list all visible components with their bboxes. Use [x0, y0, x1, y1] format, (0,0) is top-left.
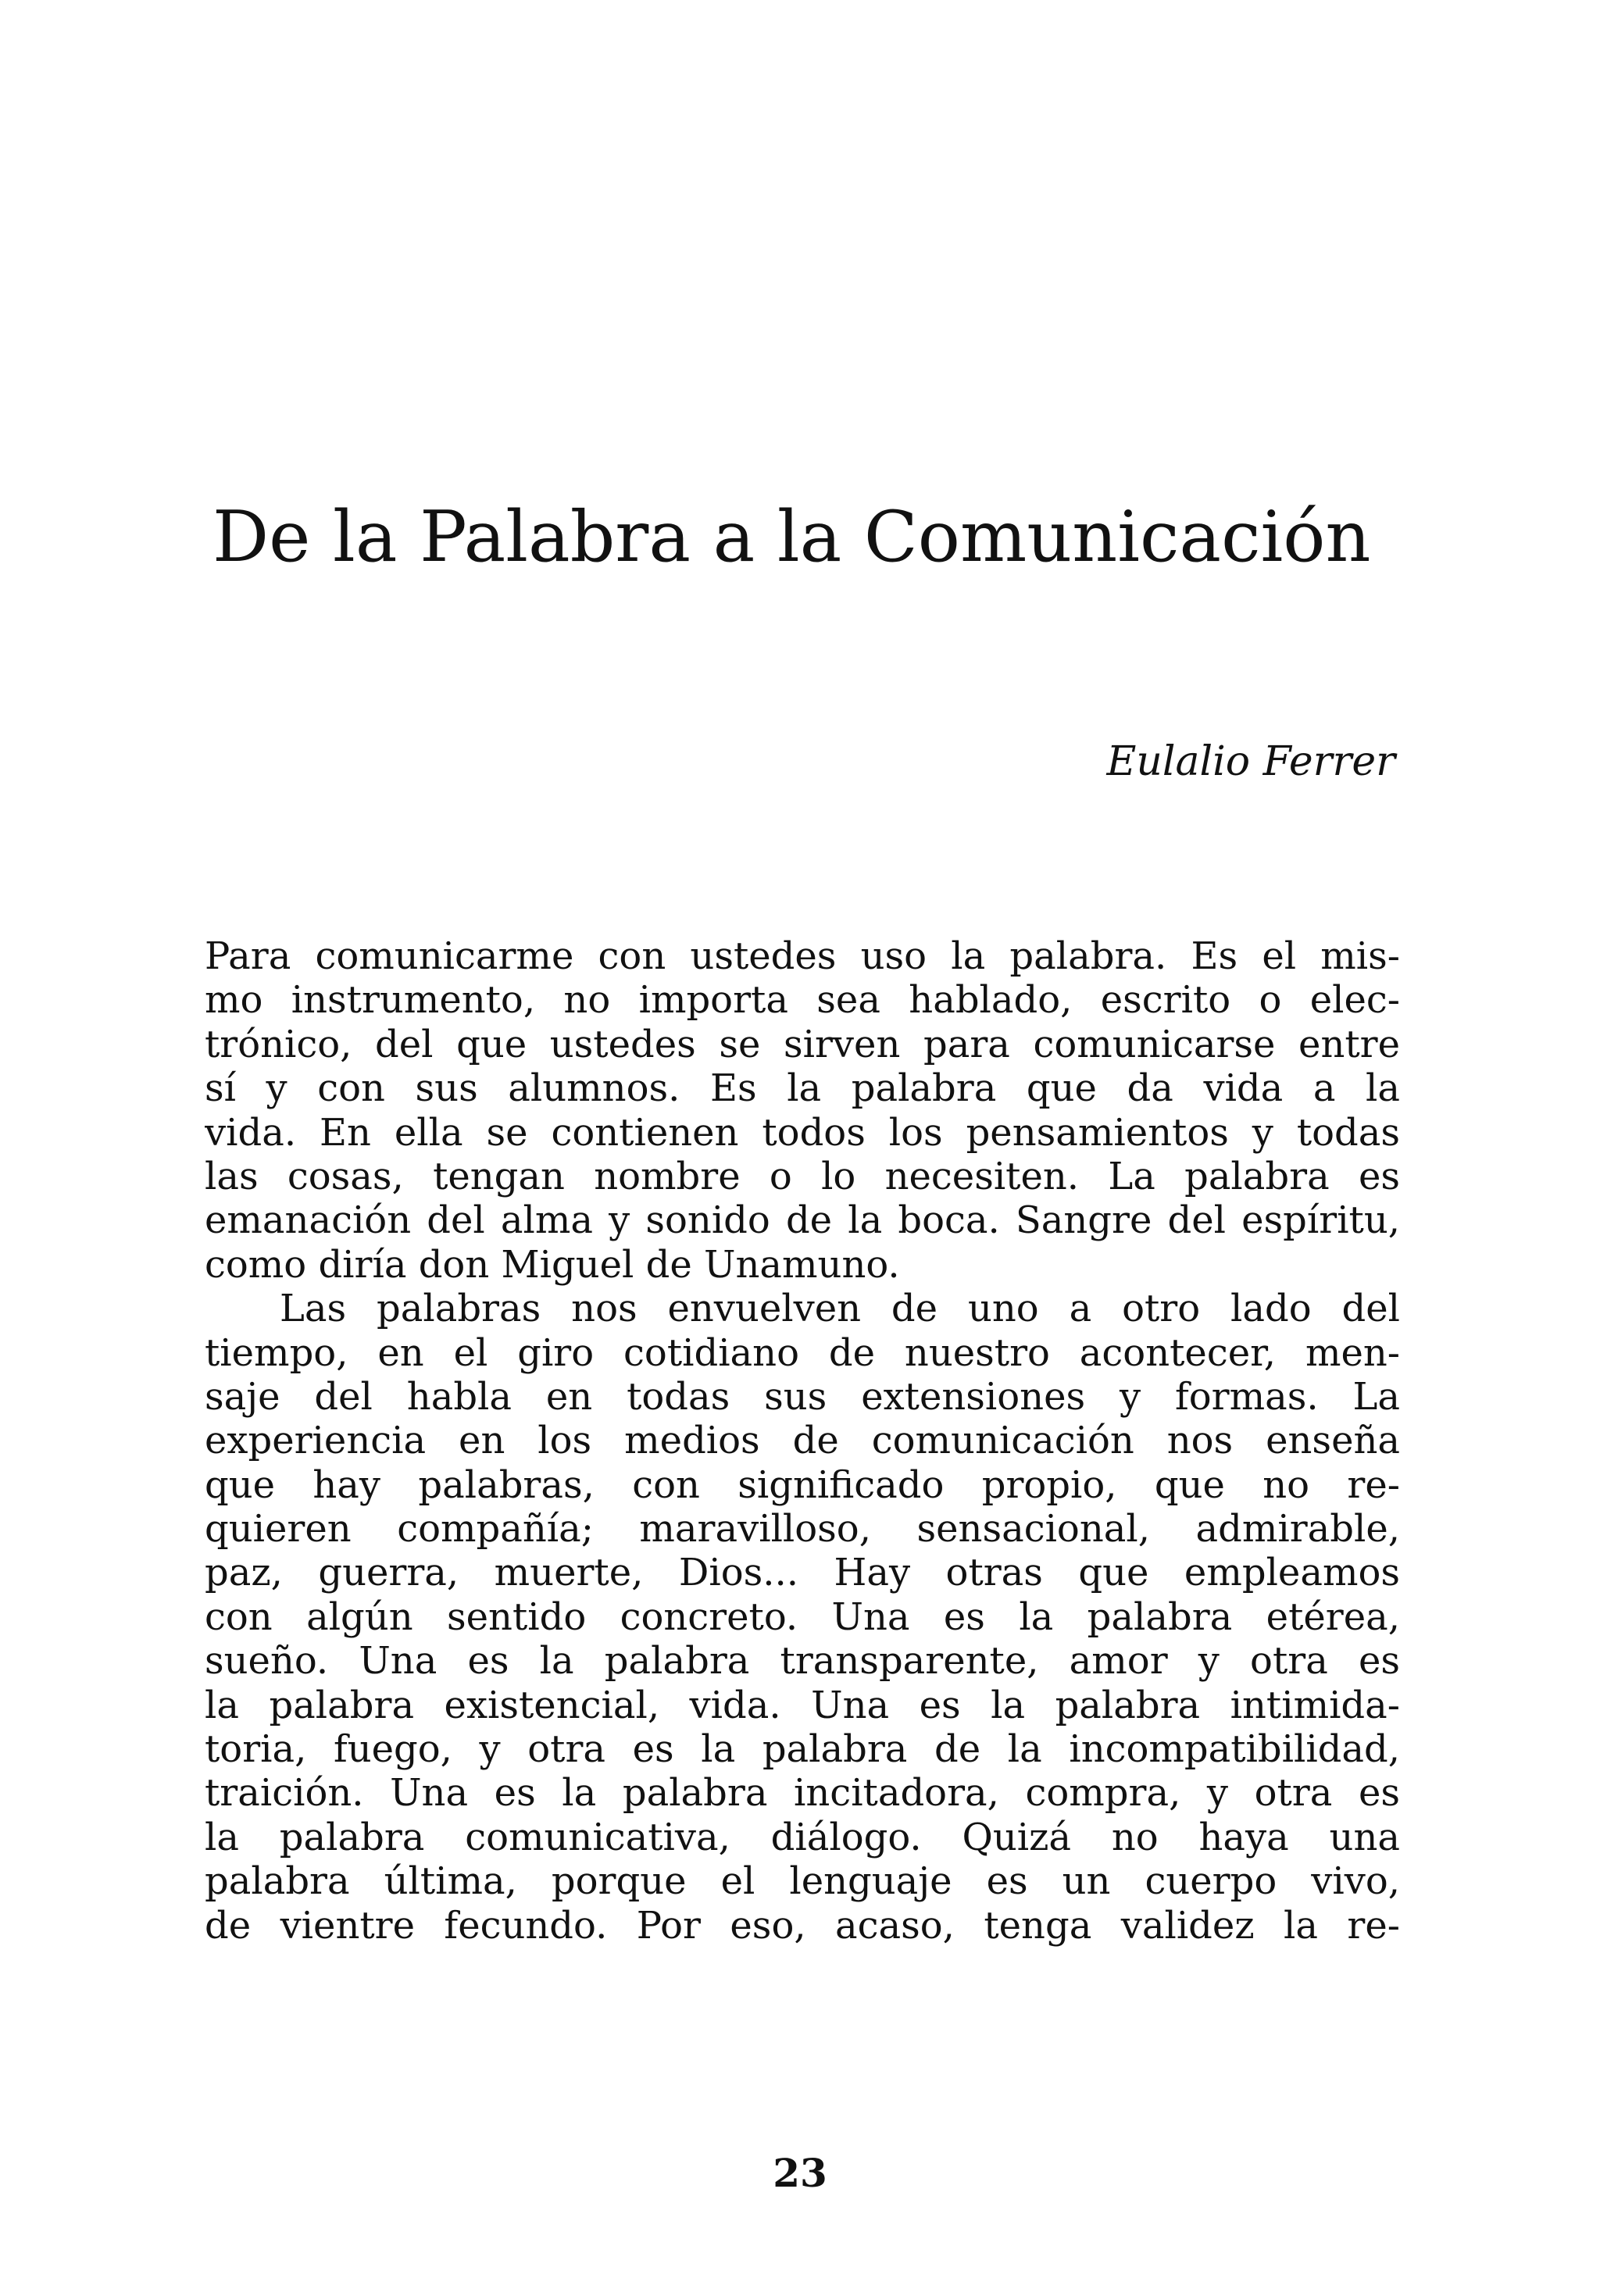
text-line: trónico, del que ustedes se sirven para comunicarse entre — [205, 1022, 1400, 1066]
text-line: saje del habla en todas sus extensiones y formas. La — [205, 1374, 1400, 1419]
text-line: traición. Una es la palabra incitadora, compra, y otra es — [205, 1771, 1400, 1816]
text-line: vida. En ella se contienen todos los pensamientos y todas — [205, 1110, 1400, 1155]
text-line: tiempo, en el giro cotidiano de nuestro acontecer, men- — [205, 1330, 1400, 1375]
text-line: con algún sentido concreto. Una es la palabra etérea, — [205, 1594, 1400, 1639]
text-line: sueño. Una es la palabra transparente, amor y otra es — [205, 1639, 1400, 1684]
text-line: emanación del alma y sonido de la boca. Sangre del espíritu, — [205, 1198, 1400, 1243]
text-line: como diría don Miguel de Unamuno. — [205, 1242, 900, 1287]
page-number: 23 — [773, 2150, 827, 2196]
text-line: que hay palabras, con significado propio, que no re- — [205, 1462, 1400, 1507]
body-text — [205, 934, 1400, 1948]
text-line: de vientre fecundo. Por eso, acaso, tenga validez la re- — [205, 1903, 1400, 1948]
paragraph-2 — [205, 1287, 1400, 1948]
text-line: mo instrumento, no importa sea hablado, escrito o elec- — [205, 978, 1400, 1023]
text-line: las cosas, tengan nombre o lo necesiten. La palabra es — [205, 1154, 1400, 1198]
text-line: la palabra comunicativa, diálogo. Quizá no haya una — [205, 1815, 1400, 1859]
text-line: palabra última, porque el lenguaje es un cuerpo vivo, — [205, 1859, 1400, 1904]
text-line: paz, guerra, muerte, Dios... Hay otras que empleamos — [205, 1551, 1400, 1595]
page-title: De la Palabra a la Comunicación — [212, 496, 1371, 578]
paragraph-1 — [205, 934, 1400, 1287]
author-name: Eulalio Ferrer — [1106, 738, 1395, 785]
text-line: toria, fuego, y otra es la palabra de la incompatibilidad, — [205, 1727, 1400, 1772]
text-line: Para comunicarme con ustedes uso la palabra. Es el mis- — [205, 934, 1400, 978]
text-line: experiencia en los medios de comunicación nos enseña — [205, 1419, 1400, 1463]
text-line: quieren compañía; maravilloso, sensacional, admirable, — [205, 1507, 1400, 1551]
text-line: la palabra existencial, vida. Una es la palabra intimida- — [205, 1683, 1400, 1727]
text-line: Las palabras nos envuelven de uno a otro lado del — [280, 1287, 1400, 1331]
text-line: sí y con sus alumnos. Es la palabra que da vida a la — [205, 1066, 1400, 1111]
